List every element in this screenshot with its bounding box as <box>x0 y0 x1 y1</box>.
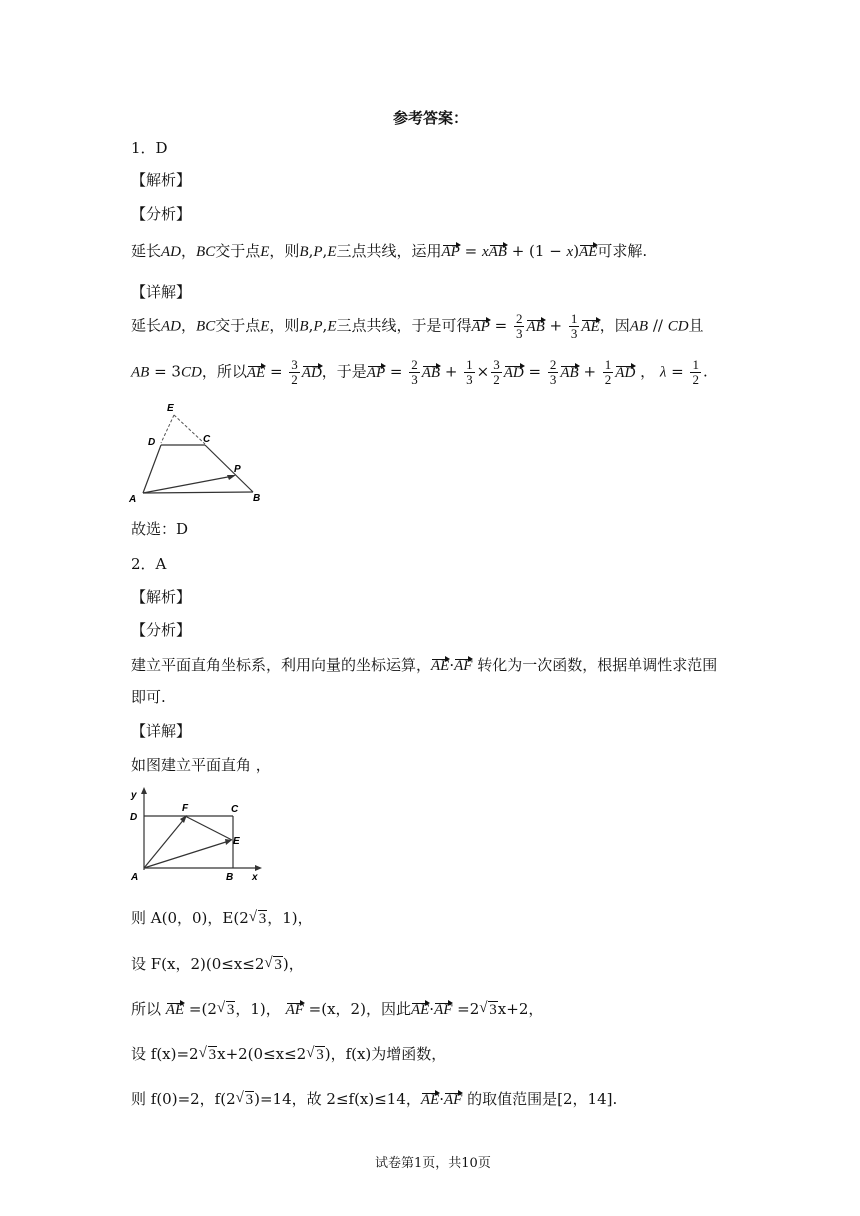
q1-trapezoid-figure <box>125 398 270 506</box>
q1-analysis-line: 延长AD，BC交于点E，则B,P,E三点共线，运用AP = xAB + (1 − x)AE可求解. <box>131 242 648 260</box>
q1-answer: 故选：D <box>131 520 189 538</box>
page-footer: 试卷第1页，共10页 <box>375 1156 491 1171</box>
fig1-label-c: C <box>203 434 211 445</box>
fig2-label-x: x <box>252 872 258 883</box>
fig1-label-b: B <box>253 493 261 504</box>
q1-fenxi-heading: 【分析】 <box>131 205 192 223</box>
q2-analysis-line1: 建立平面直角坐标系，利用向量的坐标运算，AE·AF 转化为一次函数，根据单调性求范围 <box>131 656 718 674</box>
q1-number: 1．D <box>131 139 168 157</box>
fig2-label-d: D <box>130 812 138 823</box>
fig2-label-b: B <box>226 872 234 883</box>
q2-line1: 如图建立平面直角 ， <box>131 756 271 774</box>
fig2-label-f: F <box>182 803 189 814</box>
fig2-label-y: y <box>131 790 137 801</box>
fig2-label-a: A <box>131 872 139 883</box>
q2-xiangjie-heading: 【详解】 <box>131 722 192 740</box>
fig1-label-a: A <box>129 494 137 505</box>
q2-rectangle-figure <box>125 784 265 884</box>
q1-detail-line1: 延长AD，BC交于点E，则B,P,E三点共线，于是可得AP = $\frac{2}{3}$ AB + $\frac{1}{3}$ AE，因AB // CD且 <box>131 311 704 341</box>
q2-jiexi-heading: 【解析】 <box>131 588 192 606</box>
q1-jiexi-heading: 【解析】 <box>131 171 192 189</box>
q2-line4: 所以 AE =(2√ 3，1)， AF =(x，2)，因此AE·AF =2√ 3x+2， <box>131 998 543 1019</box>
page-title: 参考答案： <box>393 109 469 127</box>
fig1-label-e: E <box>167 403 174 414</box>
fig2-label-c: C <box>231 804 239 815</box>
q2-number: 2．A <box>131 555 167 573</box>
q2-line3: 设 F(x，2)(0≤x≤2√ 3)， <box>131 953 304 974</box>
q1-xiangjie-heading: 【详解】 <box>131 283 192 301</box>
q2-line6: 则 f(0)=2，f(2√ 3)=14，故 2≤f(x)≤14，AE·AF 的取值范围是[2，14]. <box>131 1088 617 1109</box>
fig2-label-e: E <box>233 836 240 847</box>
q1-detail-line2: AB = 3CD，所以AE = $\frac{3}{2}$ AD，于是AP = $\frac{2}{3}$ AB + $\frac{1}{3}$ × $\frac{3}{2}$ AD = $\frac{2}{3}$ AB + $\frac{1}{2}$ AD ， λ = $\frac{1}{2}$ . <box>131 357 708 387</box>
q2-analysis-line2: 即可. <box>131 688 166 706</box>
q2-line2: 则 A(0，0)，E(2√ 3，1)， <box>131 907 313 928</box>
fig1-label-d: D <box>148 437 156 448</box>
q2-fenxi-heading: 【分析】 <box>131 621 192 639</box>
q2-line5: 设 f(x)=2√ 3x+2(0≤x≤2√ 3)，f(x)为增函数， <box>131 1043 446 1064</box>
fig1-label-p: P <box>234 464 241 475</box>
